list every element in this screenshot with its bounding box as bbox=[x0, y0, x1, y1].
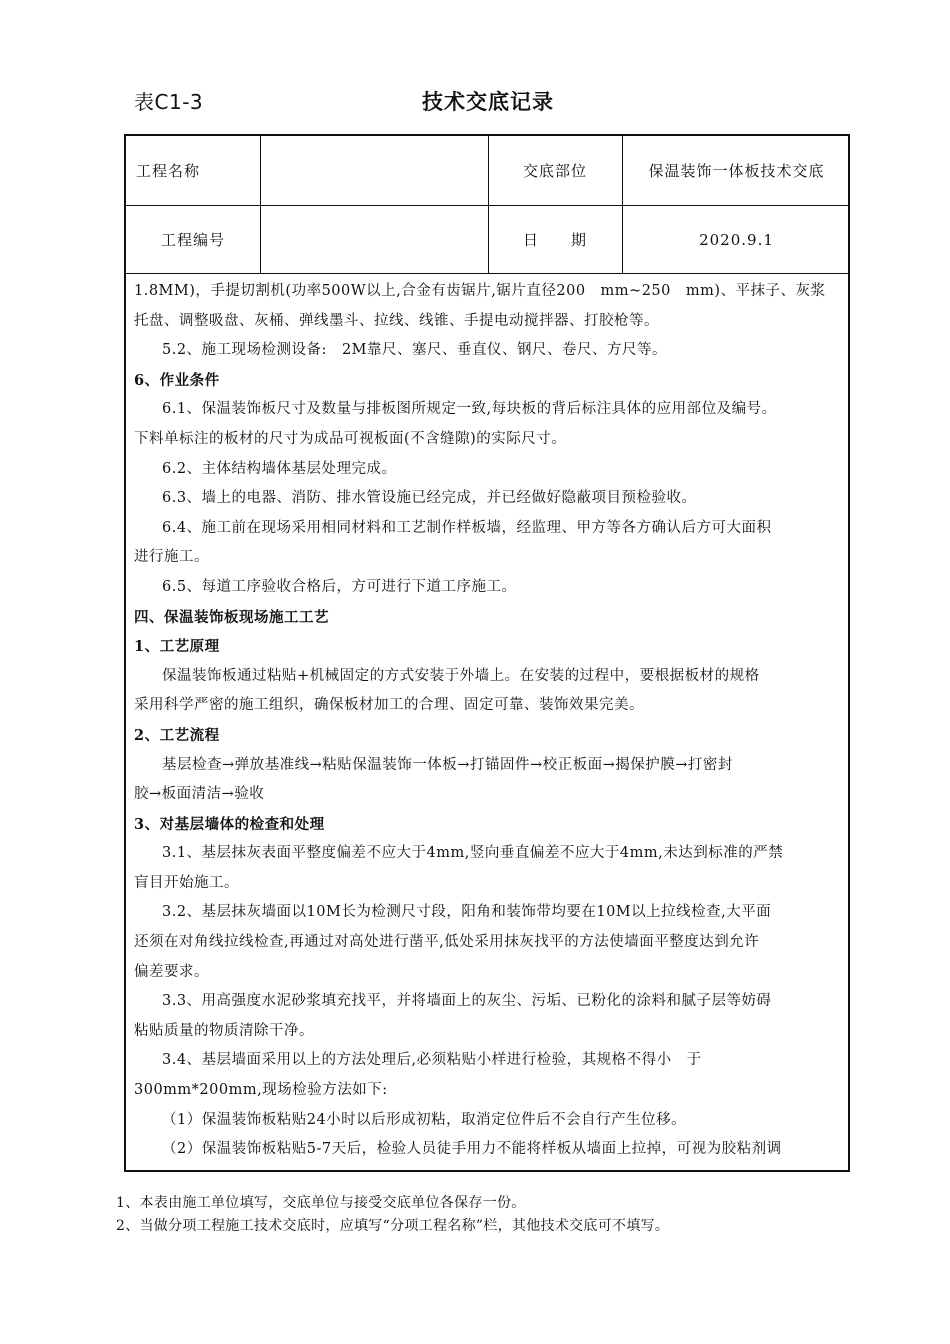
section-heading: 四、保温装饰板现场施工工艺 bbox=[134, 608, 329, 626]
content-line: 6.4、施工前在现场采用相同材料和工艺制作样板墙，经监理、甲方等各方确认后方可大面积 bbox=[162, 519, 772, 536]
content-line: （1）保温装饰板粘贴24小时以后形成初粘，取消定位件后不会自行产生位移。 bbox=[162, 1111, 687, 1128]
content-line: 盲目开始施工。 bbox=[134, 874, 239, 891]
content-line: 3.4、基层墙面采用以上的方法处理后,必须粘贴小样进行检验，其规格不得小 于 bbox=[162, 1052, 702, 1069]
content-line: 采用科学严密的施工组织，确保板材加工的合理、固定可靠、装饰效果完美。 bbox=[134, 697, 644, 714]
content-line: 下料单标注的板材的尺寸为成品可视板面(不含缝隙)的实际尺寸。 bbox=[134, 430, 567, 447]
content-line: 保温装饰板通过粘贴+机械固定的方式安装于外墙上。在安装的过程中，要根据板材的规格 bbox=[162, 667, 760, 684]
project-name-label: 工程名称 bbox=[136, 162, 201, 180]
content-line: 胶→板面清洁→验收 bbox=[134, 786, 265, 803]
content-line: 3.3、用高强度水泥砂浆填充找平，并将墙面上的灰尘、污垢、已粉化的涂料和腻子层等妨碍 bbox=[162, 993, 772, 1010]
project-number-value[interactable] bbox=[266, 206, 484, 273]
content-line: 3.1、基层抹灰表面平整度偏差不应大于4mm,竖向垂直偏差不应大于4mm,未达到标准的严禁 bbox=[162, 845, 784, 862]
page-title: 技术交底记录 bbox=[422, 90, 554, 114]
date-label: 日 期 bbox=[522, 231, 587, 249]
section-heading: 6、作业条件 bbox=[134, 371, 220, 389]
form-code: 表C1-3 bbox=[134, 90, 204, 114]
section-heading: 3、对基层墙体的检查和处理 bbox=[134, 815, 325, 833]
location-label: 交底部位 bbox=[522, 162, 587, 180]
record-table bbox=[124, 134, 850, 1172]
location-value[interactable]: 保温装饰一体板技术交底 bbox=[648, 162, 825, 180]
footnote: 2、当做分项工程施工技术交底时，应填写“分项工程名称”栏，其他技术交底可不填写。 bbox=[116, 1218, 670, 1234]
section-heading: 2、工艺流程 bbox=[134, 726, 220, 744]
content-line: 托盘、调整吸盘、灰桶、弹线墨斗、拉线、线锥、手提电动搅拌器、打胶枪等。 bbox=[134, 312, 659, 329]
content-line: 3.2、基层抹灰墙面以10M长为检测尺寸段，阳角和装饰带均要在10M以上拉线检查,大平面 bbox=[162, 904, 772, 921]
content-line: （2）保温装饰板粘贴5-7天后，检验人员徒手用力不能将样板从墙面上拉掉，可视为胶粘剂调 bbox=[162, 1141, 782, 1158]
content-line: 基层检查→弹放基准线→粘贴保温装饰一体板→打锚固件→校正板面→揭保护膜→打密封 bbox=[162, 756, 733, 773]
disclosure-content bbox=[134, 277, 846, 1165]
row-divider bbox=[126, 273, 848, 274]
content-line: 1.8MM)，手提切割机(功率500W以上,合金有齿锯片,锯片直径200 mm~250 mm)、平抹子、灰浆 bbox=[134, 283, 826, 299]
content-line: 6.5、每道工序验收合格后，方可进行下道工序施工。 bbox=[162, 578, 517, 595]
content-line: 进行施工。 bbox=[134, 549, 209, 566]
section-heading: 1、工艺原理 bbox=[134, 638, 220, 656]
content-line: 6.2、主体结构墙体基层处理完成。 bbox=[162, 460, 397, 477]
content-line: 粘贴质量的物质清除干净。 bbox=[134, 1022, 314, 1039]
content-line: 还须在对角线拉线检查,再通过对高处进行凿平,低处采用抹灰找平的方法使墙面平整度达到允许 bbox=[134, 934, 760, 951]
column-divider bbox=[260, 136, 261, 274]
footnote: 1、本表由施工单位填写，交底单位与接受交底单位各保存一份。 bbox=[116, 1195, 526, 1211]
project-number-label: 工程编号 bbox=[160, 231, 225, 249]
content-line: 5.2、施工现场检测设备: 2M靠尺、塞尺、垂直仪、钢尺、卷尺、方尺等。 bbox=[162, 342, 668, 359]
content-line: 6.1、保温装饰板尺寸及数量与排板图所规定一致,每块板的背后标注具体的应用部位及编号。 bbox=[162, 401, 777, 418]
content-line: 6.3、墙上的电器、消防、排水管设施已经完成，并已经做好隐蔽项目预检验收。 bbox=[162, 490, 697, 507]
date-value[interactable]: 2020.9.1 bbox=[699, 230, 774, 249]
project-name-value[interactable] bbox=[266, 136, 484, 205]
content-line: 偏差要求。 bbox=[134, 963, 209, 980]
content-line: 300mm*200mm,现场检验方法如下: bbox=[134, 1082, 388, 1099]
